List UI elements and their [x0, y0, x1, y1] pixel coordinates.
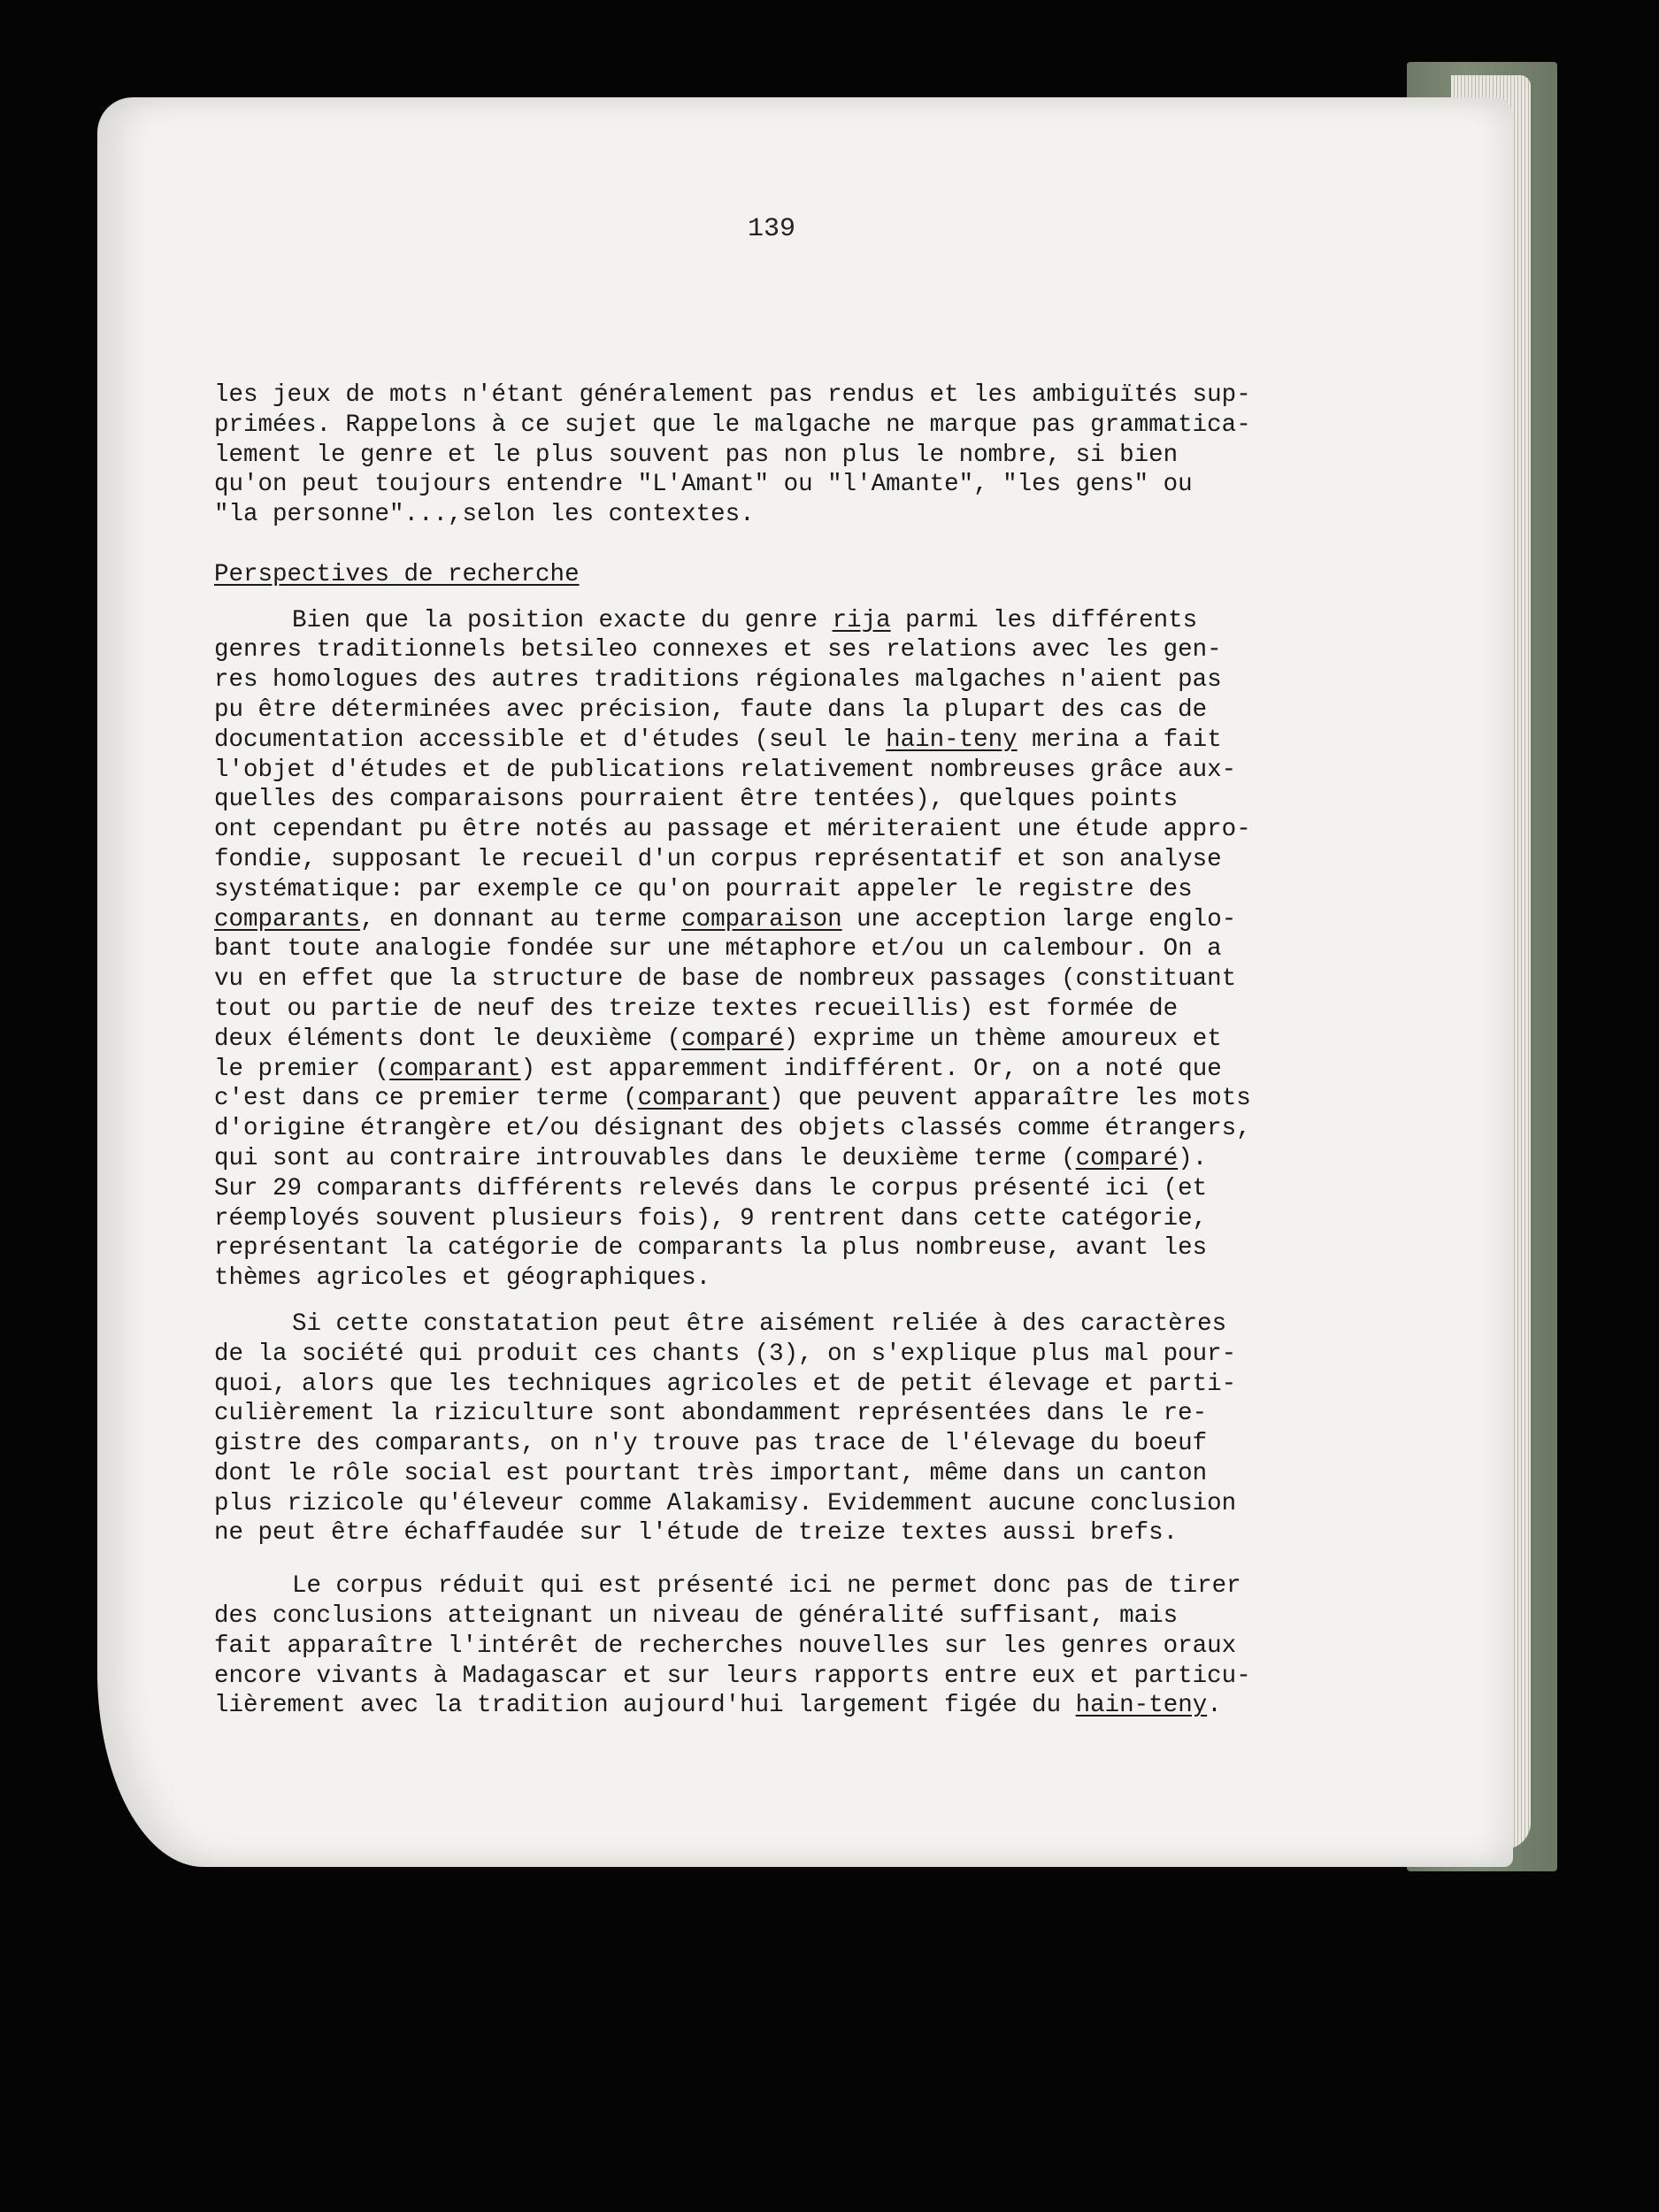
text-line: [214, 815, 1400, 845]
text-segment: lement le genre et le plus souvent pas non plus le nombre, si bien: [214, 441, 1179, 469]
text-line: [214, 756, 1400, 786]
paragraph-1: [214, 380, 1400, 530]
text-line: [214, 1459, 1400, 1489]
underlined-term: comparé: [1075, 1144, 1179, 1172]
text-line: [214, 1144, 1400, 1174]
text-segment: qui sont au contraire introuvables dans le deuxième terme (: [214, 1144, 1076, 1172]
text-segment: "la personne"...,selon les contextes.: [214, 501, 755, 529]
text-segment: culièrement la riziculture sont abondamment représentées dans le re-: [214, 1400, 1208, 1428]
underlined-term: comparants: [214, 905, 361, 933]
text-line: [214, 1114, 1400, 1144]
text-segment: systématique: par exemple ce qu'on pourrait appeler le registre des: [214, 875, 1193, 903]
text-segment: quelles des comparaisons pourraient être tentées), quelques points: [214, 786, 1179, 814]
text-line: [214, 1204, 1400, 1234]
text-line: [214, 1518, 1400, 1548]
text-line: [214, 1370, 1400, 1400]
text-line: [214, 665, 1400, 695]
text-segment: .: [1207, 1692, 1222, 1720]
text-segment: plus rizicole qu'éleveur comme Alakamisy. Evidemment aucune conclusion: [214, 1489, 1237, 1517]
text-line: [214, 905, 1400, 935]
text-line: [214, 635, 1400, 665]
text-segment: ) exprime un thème amoureux et: [783, 1025, 1222, 1053]
text-segment: ont cependant pu être notés au passage et mériteraient une étude appro-: [214, 816, 1251, 844]
text-segment: bant toute analogie fondée sur une métaphore et/ou un calembour. On a: [214, 935, 1222, 964]
text-line: [214, 1025, 1400, 1055]
text-segment: encore vivants à Madagascar et sur leurs rapports entre eux et particu-: [214, 1662, 1251, 1690]
text-segment: dont le rôle social est pourtant très important, même dans un canton: [214, 1459, 1208, 1487]
text-segment: ) est apparemment indifférent. Or, on a noté que: [520, 1055, 1222, 1083]
text-segment: Si cette constatation peut être aisément reliée à des caractères: [292, 1310, 1227, 1338]
text-segment: l'objet d'études et de publications relativement nombreuses grâce aux-: [214, 756, 1237, 784]
text-line: [214, 606, 1400, 636]
text-segment: représentant la catégorie de comparants la plus nombreuse, avant les: [214, 1234, 1208, 1263]
text-segment: de la société qui produit ces chants (3), on s'explique plus mal pour-: [214, 1340, 1237, 1368]
text-segment: le premier (: [214, 1055, 390, 1083]
text-segment: merina a fait: [1017, 726, 1222, 754]
text-segment: ne peut être échaffaudée sur l'étude de treize textes aussi brefs.: [214, 1519, 1179, 1548]
text-segment: thèmes agricoles et géographiques.: [214, 1264, 711, 1293]
text-line: [214, 1662, 1400, 1692]
text-segment: réemployés souvent plusieurs fois), 9 rentrent dans cette catégorie,: [214, 1204, 1208, 1233]
text-line: [214, 1429, 1400, 1459]
underlined-term: rija: [832, 606, 891, 634]
text-line: [214, 1691, 1400, 1721]
underlined-term: comparant: [637, 1085, 770, 1113]
text-segment: d'origine étrangère et/ou désignant des objets classés comme étrangers,: [214, 1115, 1251, 1143]
text-segment: , en donnant au terme: [360, 905, 682, 933]
text-line: [214, 1174, 1400, 1204]
text-segment: genres traditionnels betsileo connexes et ses relations avec les gen-: [214, 636, 1222, 664]
text-line: [214, 1571, 1400, 1601]
text-segment: documentation accessible et d'études (seul le: [214, 726, 887, 754]
underlined-term: hain-teny: [886, 726, 1018, 754]
text-line: [214, 845, 1400, 875]
text-segment: Sur 29 comparants différents relevés dans le corpus présenté ici (et: [214, 1174, 1208, 1202]
text-line: [214, 695, 1400, 726]
text-segment: primées. Rappelons à ce sujet que le malgache ne marque pas grammatica-: [214, 411, 1251, 439]
text-segment: res homologues des autres traditions régionales malgaches n'aient pas: [214, 666, 1222, 695]
text-segment: ).: [1178, 1144, 1208, 1172]
page-number: 139: [748, 214, 796, 244]
text-segment: parmi les différents: [890, 606, 1198, 634]
text-segment: pu être déterminées avec précision, faute dans la plupart des cas de: [214, 695, 1208, 724]
underlined-term: comparant: [389, 1055, 521, 1083]
text-segment: deux éléments dont le deuxième (: [214, 1025, 682, 1053]
text-segment: les jeux de mots n'étant généralement pas rendus et les ambiguïtés sup-: [214, 381, 1251, 409]
text-segment: une acception large englo-: [841, 905, 1237, 933]
text-line: [214, 964, 1400, 995]
text-segment: des conclusions atteignant un niveau de généralité suffisant, mais: [214, 1602, 1179, 1631]
text-segment: fondie, supposant le recueil d'un corpus représentatif et son analyse: [214, 845, 1222, 873]
underlined-term: comparé: [681, 1025, 784, 1053]
text-line: [214, 1601, 1400, 1632]
text-line: [214, 500, 1400, 530]
text-segment: fait apparaître l'intérêt de recherches nouvelles sur les genres oraux: [214, 1632, 1237, 1660]
text-line: [214, 441, 1400, 471]
text-line: [214, 934, 1400, 964]
text-line: [214, 1084, 1400, 1114]
text-line: [214, 1632, 1400, 1662]
section-heading: Perspectives de recherche: [214, 560, 580, 588]
text-line: [214, 785, 1400, 815]
text-line: [214, 1489, 1400, 1519]
underlined-term: hain-teny: [1075, 1692, 1208, 1720]
text-line: [214, 1233, 1400, 1263]
text-line: [214, 1263, 1400, 1294]
text-line: [214, 1340, 1400, 1370]
text-segment: quoi, alors que les techniques agricoles et de petit élevage et parti-: [214, 1370, 1237, 1398]
underlined-term: comparaison: [681, 905, 842, 933]
text-segment: Bien que la position exacte du genre: [292, 606, 833, 634]
text-line: [214, 1310, 1400, 1340]
text-segment: ) que peuvent apparaître les mots: [769, 1085, 1251, 1113]
text-line: [214, 726, 1400, 756]
text-segment: c'est dans ce premier terme (: [214, 1085, 638, 1113]
text-segment: Le corpus réduit qui est présenté ici ne permet donc pas de tirer: [292, 1572, 1241, 1601]
paragraph-4: [214, 1571, 1400, 1721]
text-line: [214, 470, 1400, 500]
text-segment: vu en effet que la structure de base de nombreux passages (constituant: [214, 965, 1237, 994]
text-segment: lièrement avec la tradition aujourd'hui largement figée du: [214, 1692, 1076, 1720]
text-line: [214, 1055, 1400, 1085]
text-line: [214, 995, 1400, 1025]
body-text: [214, 380, 1400, 1721]
text-segment: gistre des comparants, on n'y trouve pas trace de l'élevage du boeuf: [214, 1430, 1208, 1458]
text-segment: tout ou partie de neuf des treize textes recueillis) est formée de: [214, 995, 1179, 1023]
text-line: [214, 1399, 1400, 1429]
text-line: [214, 380, 1400, 411]
paragraph-3: [214, 1310, 1400, 1548]
paragraph-2: [214, 606, 1400, 1294]
text-line: [214, 875, 1400, 905]
text-segment: qu'on peut toujours entendre "L'Amant" ou "l'Amante", "les gens" ou: [214, 471, 1193, 499]
text-line: [214, 411, 1400, 441]
